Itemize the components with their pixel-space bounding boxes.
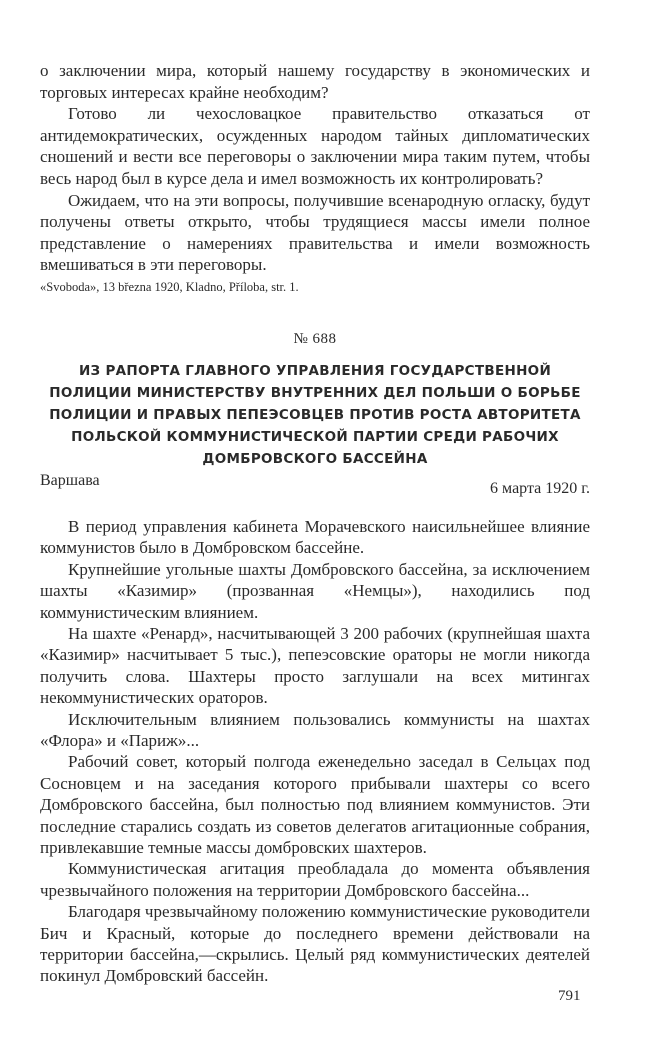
source-citation: «Svoboda», 13 března 1920, Kladno, Příloba, str. 1. [40, 279, 299, 294]
body-paragraph: На шахте «Ренард», насчитывающей 3 200 рабочих (крупнейшая шахта «Казимир» насчитывает 5 тыс.), пепеэсовские ораторы не могли никогда получить слова. Шахтеры просто заглушали на всех митингах некоммунистических ораторов. [40, 623, 590, 708]
body-paragraph: В период управления кабинета Морачевского наисильнейшее влияние коммунистов было в Домбровском бассейне. [40, 516, 590, 558]
body-paragraph: Рабочий совет, который полгода еженедельно заседал в Сельцах под Сосновцем и на заседания которого прибывали шахтеры со всего Домбровского бассейна, был полностью под влиянием коммунистов. Эти последние старались создать из советов делегатов агитационные собрания, привлекавшие темные массы домбровских шахтеров. [40, 752, 590, 858]
body-paragraph: Крупнейшие угольные шахты Домбровского бассейна, за исключением шахты «Казимир» (прозванная «Немцы»), находились под коммунистическим влиянием. [40, 559, 590, 622]
document-number: № 688 [293, 330, 337, 347]
paragraph-continuation: о заключении мира, который нашему государству в экономических и торговых интересах крайне необходим? [40, 61, 590, 102]
body-paragraph: Коммунистическая агитация преобладала до момента объявления чрезвычайного положения на территории Домбровского бассейна... [40, 859, 590, 900]
body-paragraph: Исключительным влиянием пользовались коммунисты на шахтах «Флора» и «Париж»... [40, 709, 590, 750]
document-date: 6 марта 1920 г. [490, 479, 590, 497]
page-number: 791 [558, 988, 581, 1004]
body-paragraph: Благодаря чрезвычайному положению коммунистические руководители Бич и Красный, которые до последнего времени действовали на территории бассейна,—скрылись. Целый ряд коммунистических деятелей покинул Домбровский бассейн. [40, 902, 590, 986]
place-date-line [40, 472, 590, 498]
paragraph-expectation: Ожидаем, что на эти вопросы, получившие всенародную огласку, будут получены ответы открыто, чтобы трудящиеся массы имели полное представление о намерениях правительства и имели возможность вмешиваться в эти переговоры. [40, 190, 590, 275]
document-title: ИЗ РАПОРТА ГЛАВНОГО УПРАВЛЕНИЯ ГОСУДАРСТВЕННОЙ ПОЛИЦИИ МИНИСТЕРСТВУ ВНУТРЕННИХ ДЕЛ ПОЛЬШИ О БОРЬБЕ ПОЛИЦИИ И ПРАВЫХ ПЕПЕЭСОВЦЕВ ПРОТИВ РОСТА АВТОРИТЕТА ПОЛЬСКОЙ КОММУНИСТИЧЕСКОЙ ПАРТИИ СРЕДИ РАБОЧИХ ДОМБРОВСКОГО БАССЕЙНА [49, 362, 581, 467]
book-page [40, 60, 590, 1050]
document-place: Варшава [40, 471, 100, 489]
paragraph-question: Готово ли чехословацкое правительство отказаться от антидемократических, осужденных народом тайных дипломатических сношений и вести все переговоры о заключении мира таким путем, чтобы весь народ был в курсе дела и имел возможность их контролировать? [40, 104, 590, 188]
